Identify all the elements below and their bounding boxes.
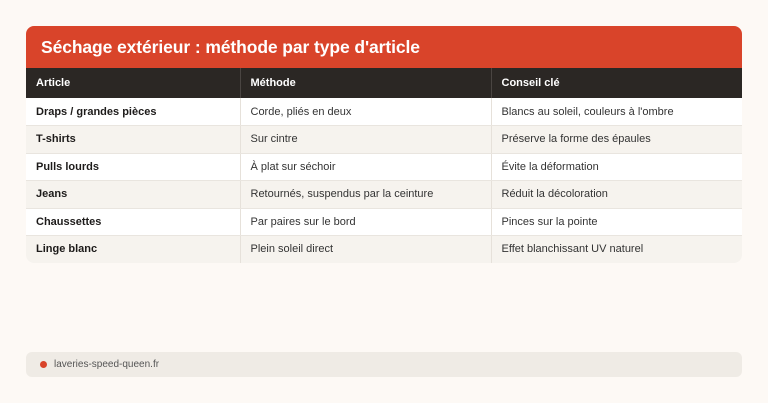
column-header-methode: Méthode (240, 68, 491, 98)
table-header-row (26, 68, 742, 98)
table-row (26, 181, 742, 209)
cell-article: Linge blanc (26, 236, 240, 264)
table-row (26, 236, 742, 264)
cell-article: T-shirts (26, 126, 240, 154)
footer-bar (26, 352, 742, 377)
cell-conseil: Effet blanchissant UV naturel (491, 236, 742, 264)
cell-conseil: Réduit la décoloration (491, 181, 742, 209)
column-header-conseil: Conseil clé (501, 77, 560, 89)
table-row (26, 153, 742, 181)
footer-source-text: laveries-speed-queen.fr (54, 359, 160, 370)
table-row (26, 126, 742, 154)
cell-conseil: Préserve la forme des épaules (491, 126, 742, 154)
column-header-article: Article (26, 68, 240, 98)
cell-methode: Par paires sur le bord (240, 208, 491, 236)
cell-conseil: Blancs au soleil, couleurs à l'ombre (491, 98, 742, 126)
cell-methode: Retournés, suspendus par la ceinture (240, 181, 491, 209)
method-table (26, 68, 742, 263)
page-title: Séchage extérieur : méthode par type d'article (41, 36, 420, 57)
cell-article: Chaussettes (26, 208, 240, 236)
cell-article: Pulls lourds (26, 153, 240, 181)
table-card (26, 26, 742, 263)
cell-methode: Sur cintre (240, 126, 491, 154)
cell-article: Jeans (26, 181, 240, 209)
cell-methode: À plat sur séchoir (240, 153, 491, 181)
table-row (26, 208, 742, 236)
title-bar (26, 26, 742, 68)
cell-methode: Corde, pliés en deux (240, 98, 491, 126)
cell-conseil: Pinces sur la pointe (491, 208, 742, 236)
cell-article: Draps / grandes pièces (26, 98, 240, 126)
cell-methode: Plein soleil direct (240, 236, 491, 264)
table-row (26, 98, 742, 126)
bullet-dot-icon (40, 361, 47, 368)
cell-conseil: Évite la déformation (491, 153, 742, 181)
